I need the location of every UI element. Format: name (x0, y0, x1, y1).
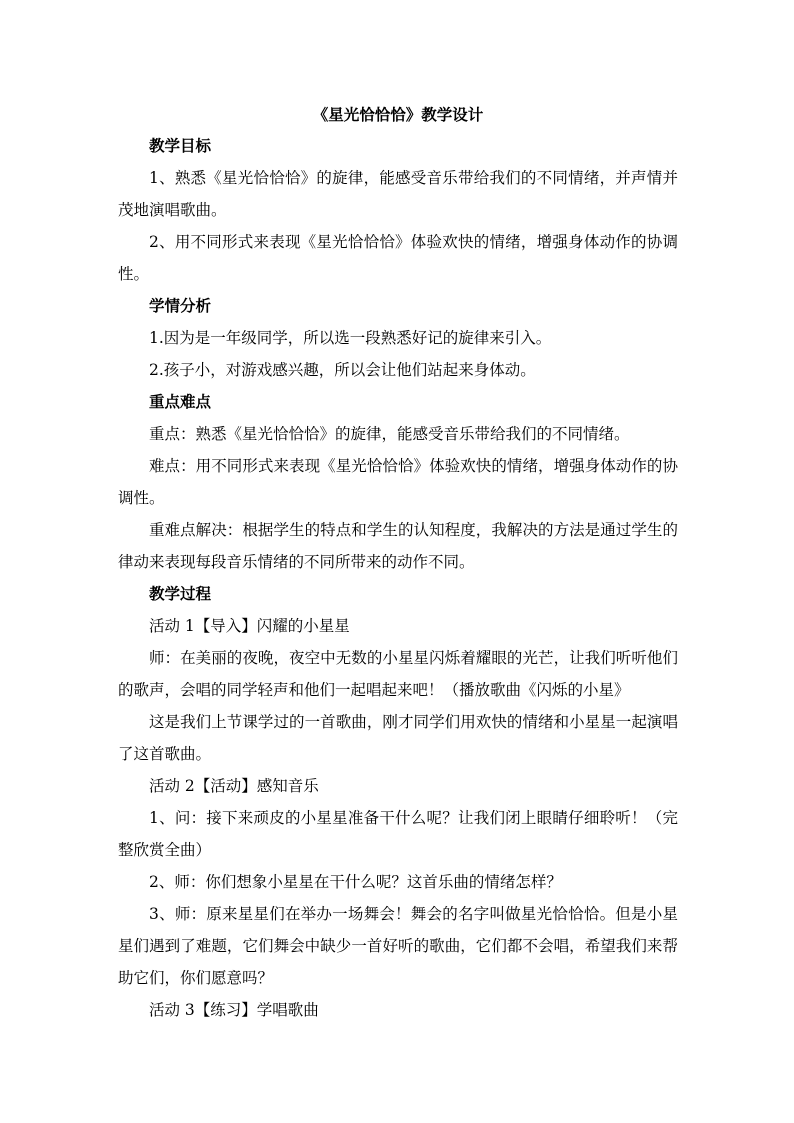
document-title: 《星光恰恰恰》教学设计 (312, 105, 484, 124)
paragraph: 1.因为是一年级同学，所以选一段熟悉好记的旋律来引入。 (149, 329, 552, 347)
section-heading-objectives: 教学目标 (149, 136, 212, 155)
paragraph: 2、师：你们想象小星星在干什么呢？这首乐曲的情绪怎样？ (149, 873, 562, 891)
activity-title: 活动 2【活动】感知音乐 (149, 777, 319, 795)
paragraph: 3、师：原来星星们在举办一场舞会！舞会的名字叫做星光恰恰恰。但是小星星们遇到了难题，它们舞会中缺少一首好听的歌曲，它们都不会唱，希望我们来帮助它们，你们愿意吗？ (118, 905, 678, 987)
section-heading-process: 教学过程 (149, 584, 212, 603)
paragraph: 1、熟悉《星光恰恰恰》的旋律，能感受音乐带给我们的不同情绪，并声情并茂地演唱歌曲。 (118, 169, 678, 219)
paragraph: 1、问：接下来顽皮的小星星准备干什么呢？让我们闭上眼睛仔细聆听！（完整欣赏全曲） (118, 809, 678, 859)
document-body (118, 100, 678, 1026)
section-heading-key-points: 重点难点 (149, 392, 212, 411)
activity-title: 活动 1【导入】闪耀的小星星 (149, 617, 350, 635)
paragraph: 重难点解决：根据学生的特点和学生的认知程度，我解决的方法是通过学生的律动来表现每段音乐情绪的不同所带来的动作不同。 (118, 521, 678, 571)
paragraph: 2、用不同形式来表现《星光恰恰恰》体验欢快的情绪，增强身体动作的协调性。 (118, 233, 678, 283)
section-heading-analysis: 学情分析 (149, 296, 212, 315)
paragraph: 重点：熟悉《星光恰恰恰》的旋律，能感受音乐带给我们的不同情绪。 (149, 425, 630, 443)
paragraph: 师：在美丽的夜晚，夜空中无数的小星星闪烁着耀眼的光芒，让我们听听他们的歌声，会唱的同学轻声和他们一起唱起来吧！（播放歌曲《闪烁的小星》 (118, 649, 678, 699)
paragraph: 这是我们上节课学过的一首歌曲，刚才同学们用欢快的情绪和小星星一起演唱了这首歌曲。 (118, 713, 678, 763)
paragraph: 2.孩子小，对游戏感兴趣，所以会让他们站起来身体动。 (149, 361, 536, 379)
paragraph: 难点：用不同形式来表现《星光恰恰恰》体验欢快的情绪，增强身体动作的协调性。 (118, 457, 678, 507)
activity-title: 活动 3【练习】学唱歌曲 (149, 1001, 319, 1019)
